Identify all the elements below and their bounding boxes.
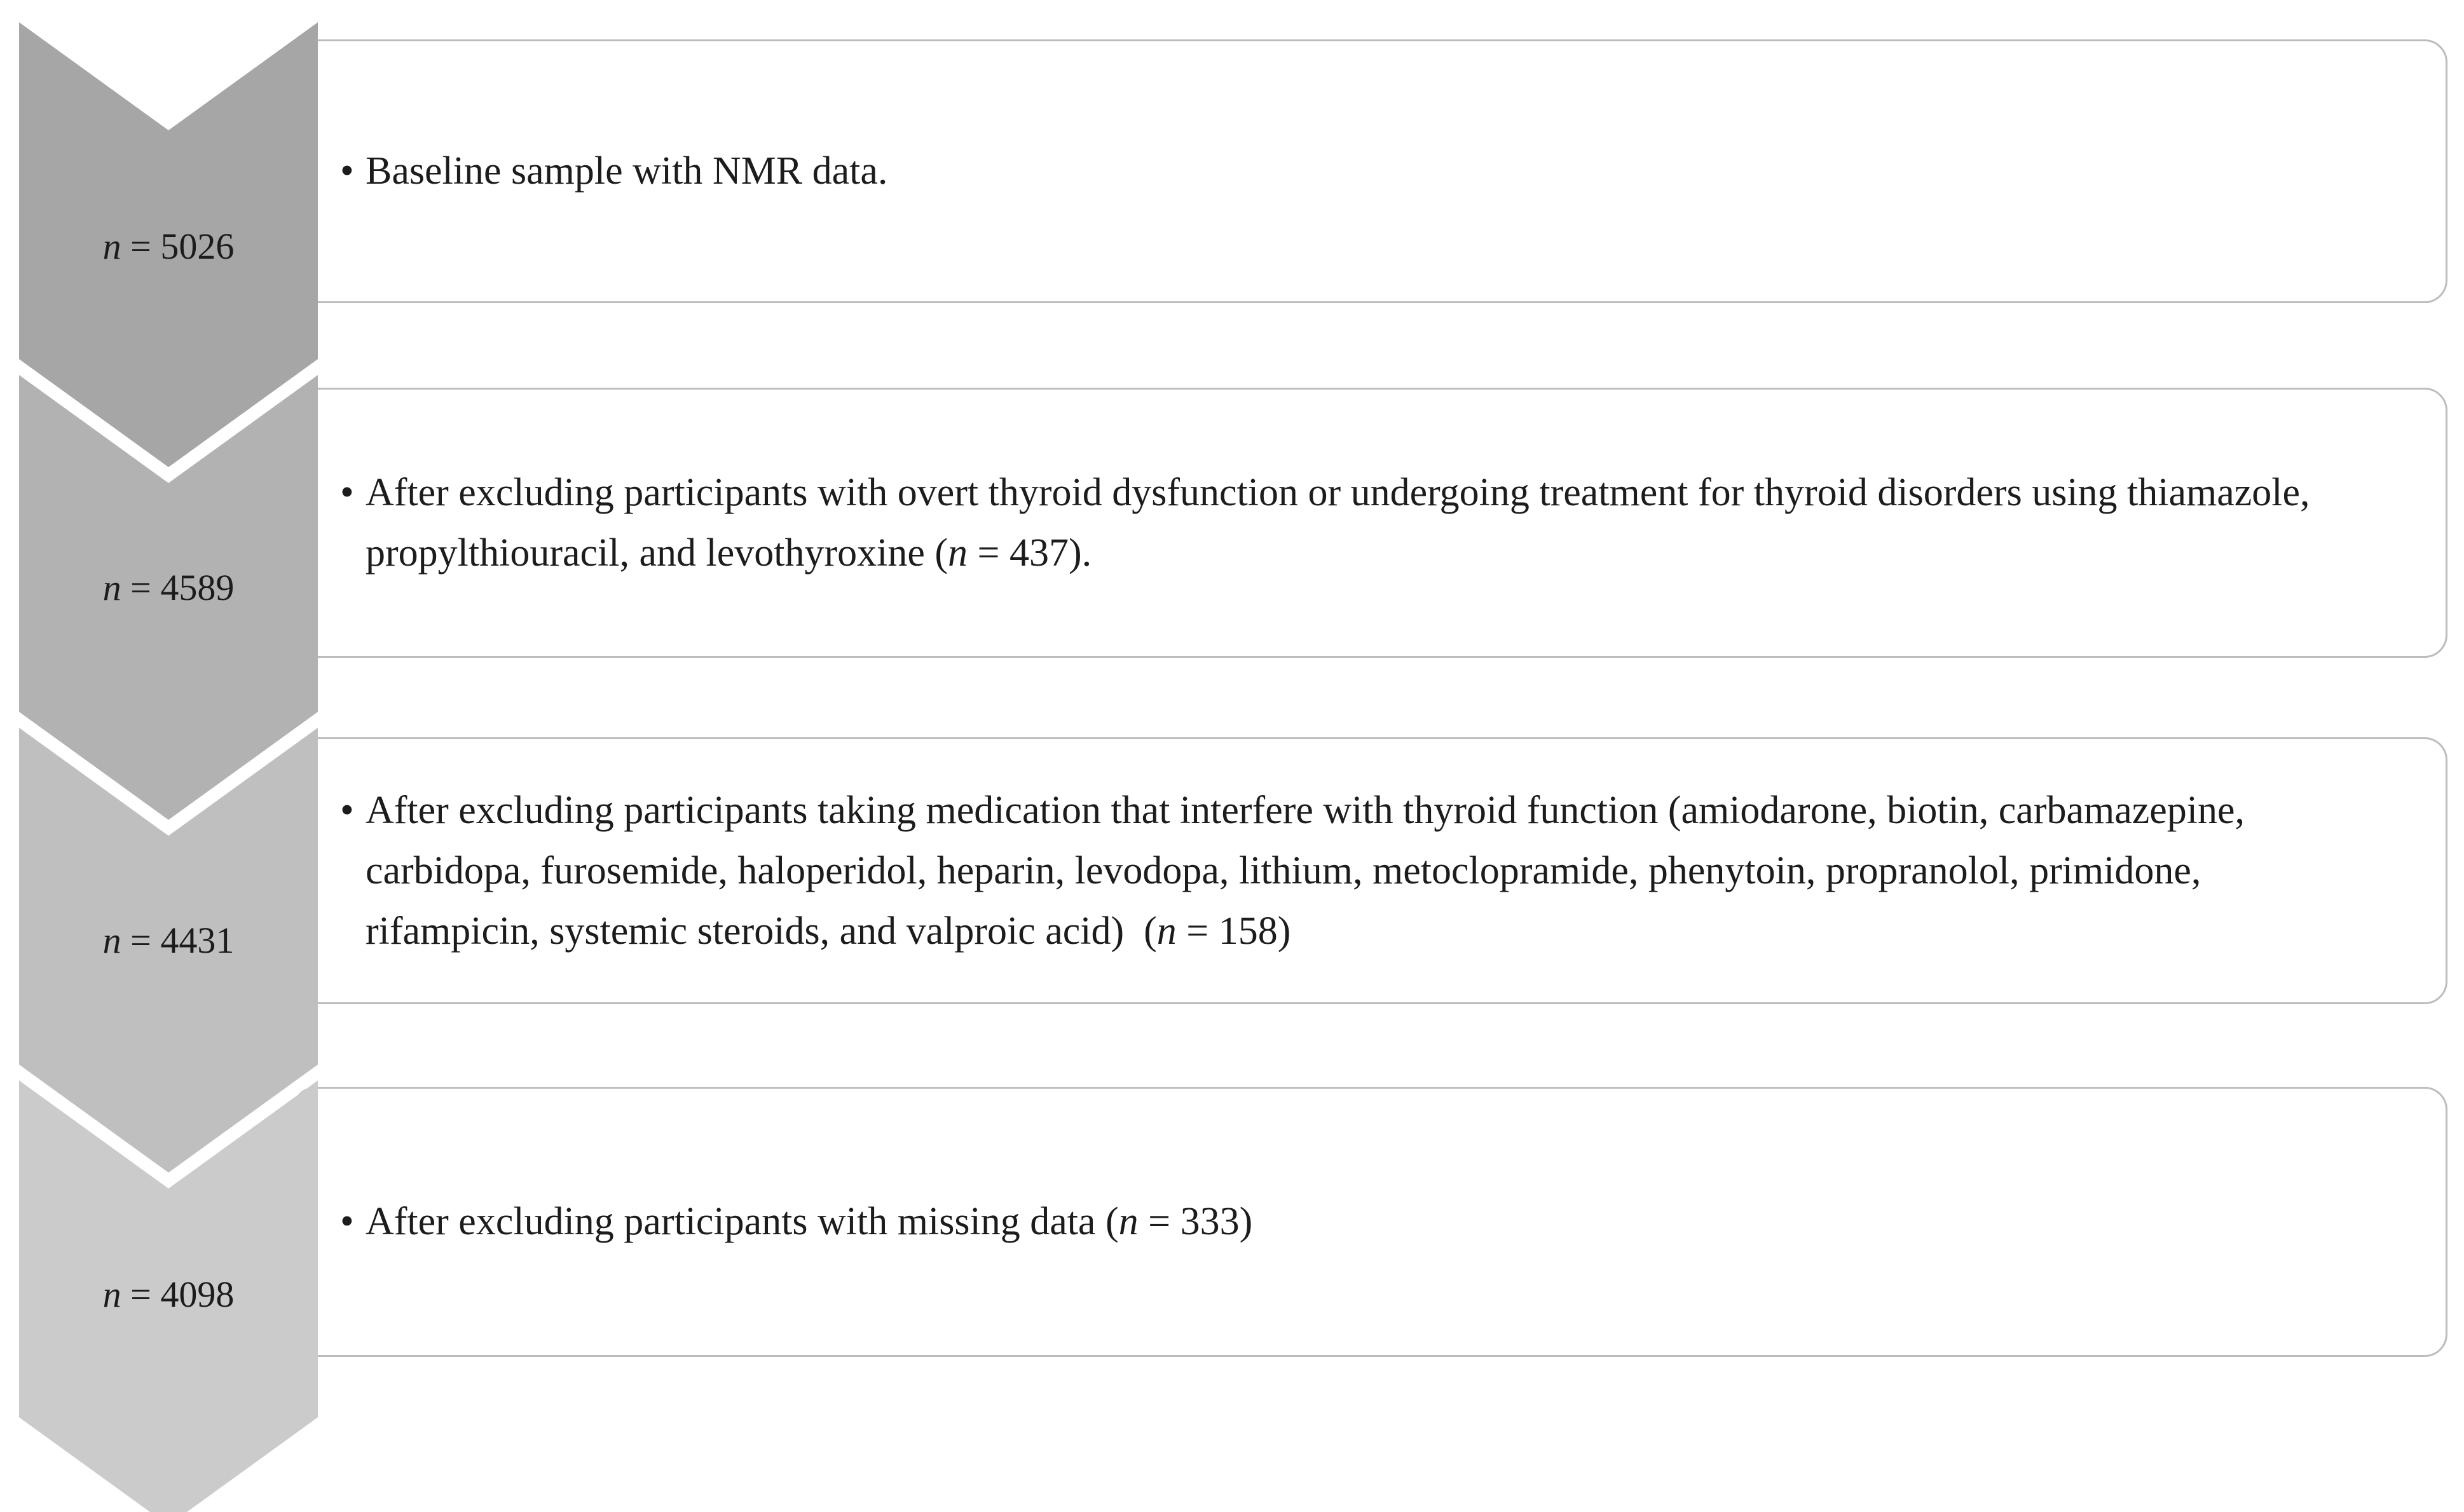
step-2-n-label — [19, 566, 318, 610]
step-1-text: Baseline sample with NMR data. — [366, 149, 888, 193]
step-2-box — [292, 388, 2447, 658]
step-4-n-value: = 4098 — [121, 1274, 235, 1315]
step-1-n-label — [19, 224, 318, 269]
step-3-box — [292, 737, 2447, 1004]
step-4-box — [292, 1087, 2447, 1357]
step-4-text: After excluding participants with missing data (n = 333) — [366, 1200, 1253, 1243]
step-3-n-label — [19, 918, 318, 963]
step-2-text: After excluding participants with overt thyroid dysfunction or undergoing treatment for thyroid disorders using thiamazole, propylthiouracil, and levothyroxine (n = 437). — [366, 470, 2320, 575]
step-1-n-variable: n — [102, 226, 121, 267]
step-2-bullet-line — [340, 463, 2388, 583]
step-4-bullet-line — [340, 1192, 2388, 1252]
step-1-n-value: = 5026 — [121, 226, 235, 267]
bullet-icon: • — [340, 470, 354, 514]
step-3-text: After excluding participants taking medication that interfere with thyroid function (amiodarone, biotin, carbamazepine, carbidopa, furosemide, haloperidol, heparin, levodopa, lithium, metoclopramide, phenytoin, propranolol, primidone, rifampicin, systemic steroids, and valproic acid) (n = 158) — [366, 788, 2255, 953]
bullet-icon: • — [340, 788, 354, 832]
step-4-n-label — [19, 1272, 318, 1317]
step-1-box — [292, 39, 2447, 303]
bullet-icon: • — [340, 1200, 354, 1243]
step-1-bullet-line — [340, 141, 2388, 201]
step-4-n-variable: n — [102, 1274, 121, 1315]
step-3-n-variable: n — [102, 920, 121, 961]
step-2-n-variable: n — [102, 567, 121, 608]
bullet-icon: • — [340, 149, 354, 193]
step-3-bullet-line — [340, 780, 2388, 962]
step-2-n-value: = 4589 — [121, 567, 235, 608]
step-3-n-value: = 4431 — [121, 920, 235, 961]
